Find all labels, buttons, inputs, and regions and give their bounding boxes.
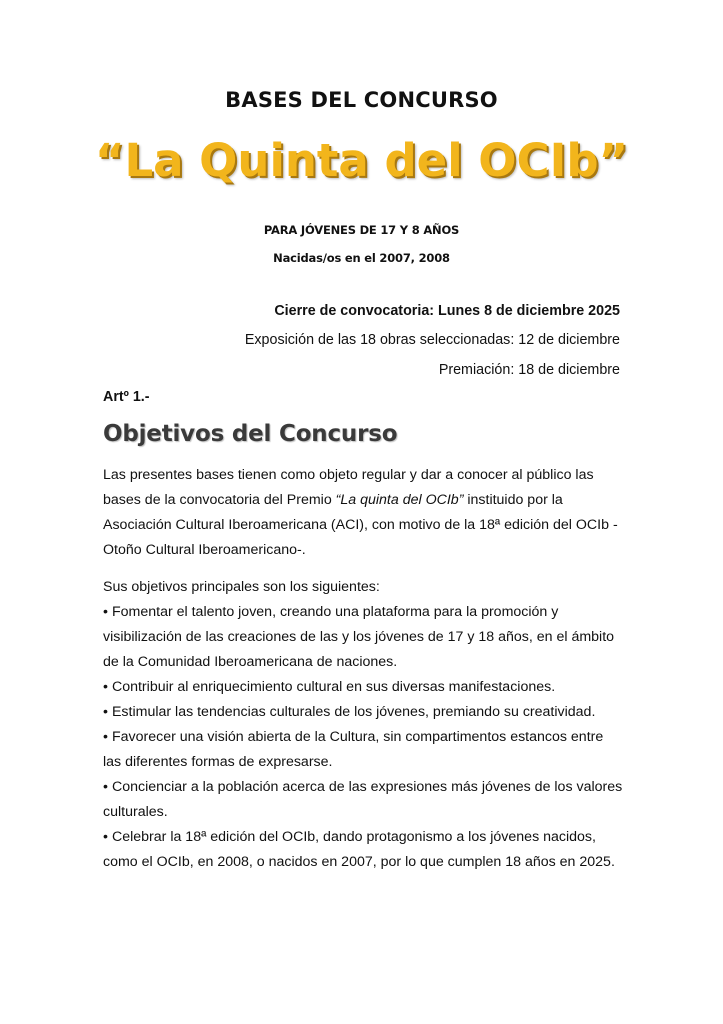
list-item xyxy=(103,725,623,775)
document-title: BASES DEL CONCURSO xyxy=(225,88,498,112)
contest-name-heading: “La Quinta del OCIb” xyxy=(94,134,629,187)
objective-text: Estimular las tendencias culturales de los jóvenes, premiando su creatividad. xyxy=(111,704,596,720)
section-heading: Objetivos del Concurso xyxy=(103,421,398,447)
exhibition-date-line: Exposición de las 18 obras seleccionadas: 12 de diciembre xyxy=(244,332,620,348)
bullet-icon: • xyxy=(103,604,108,620)
list-item xyxy=(103,825,623,875)
birth-years-line: Nacidas/os en el 2007, 2008 xyxy=(273,251,450,265)
list-item xyxy=(103,600,623,675)
list-item xyxy=(103,775,623,825)
objectives-block xyxy=(103,575,623,875)
objective-text: Concienciar a la población acerca de las expresiones más jóvenes de los valores culturales. xyxy=(103,779,623,820)
objective-text: Contribuir al enriquecimiento cultural en sus diversas manifestaciones. xyxy=(111,679,556,695)
objective-text: Celebrar la 18ª edición del OCIb, dando protagonismo a los jóvenes nacidos, como el OCIb, en 2008, o nacidos en 2007, por lo que cumplen 18 años en 2025. xyxy=(103,829,615,870)
list-item xyxy=(103,700,623,725)
bullet-icon: • xyxy=(103,704,108,720)
objectives-intro: Sus objetivos principales son los siguientes: xyxy=(103,579,380,595)
bullet-icon: • xyxy=(103,829,108,845)
deadline-line: Cierre de convocatoria: Lunes 8 de diciembre 2025 xyxy=(274,303,620,319)
intro-paragraph xyxy=(103,463,623,563)
bullet-icon: • xyxy=(103,679,108,695)
article-label: Artº 1.- xyxy=(103,389,150,405)
age-range-line: PARA JÓVENES DE 17 Y 8 AÑOS xyxy=(263,223,460,237)
objectives-list xyxy=(103,600,623,875)
objective-text: Favorecer una visión abierta de la Cultura, sin compartimentos estancos entre las diferentes formas de expresarse. xyxy=(103,729,604,770)
intro-text-italic: “La quinta del OCIb” xyxy=(335,492,464,508)
award-date-line: Premiación: 18 de diciembre xyxy=(438,362,620,378)
bullet-icon: • xyxy=(103,729,108,745)
bullet-icon: • xyxy=(103,779,108,795)
intro-text-before: Las presentes bases tienen como objeto regular y dar a conocer al público las bases de la convocatoria del Premio xyxy=(103,467,594,508)
list-item xyxy=(103,675,623,700)
intro-text-after: instituido por la Asociación Cultural Iberoamericana (ACI), con motivo de la 18ª edición del OCIb -Otoño Cultural Iberoamericano-. xyxy=(103,492,618,558)
objective-text: Fomentar el talento joven, creando una plataforma para la promoción y visibilización de las creaciones de las y los jóvenes de 17 y 18 años, en el ámbito de la Comunidad Iberoamericana de naciones. xyxy=(103,604,615,670)
